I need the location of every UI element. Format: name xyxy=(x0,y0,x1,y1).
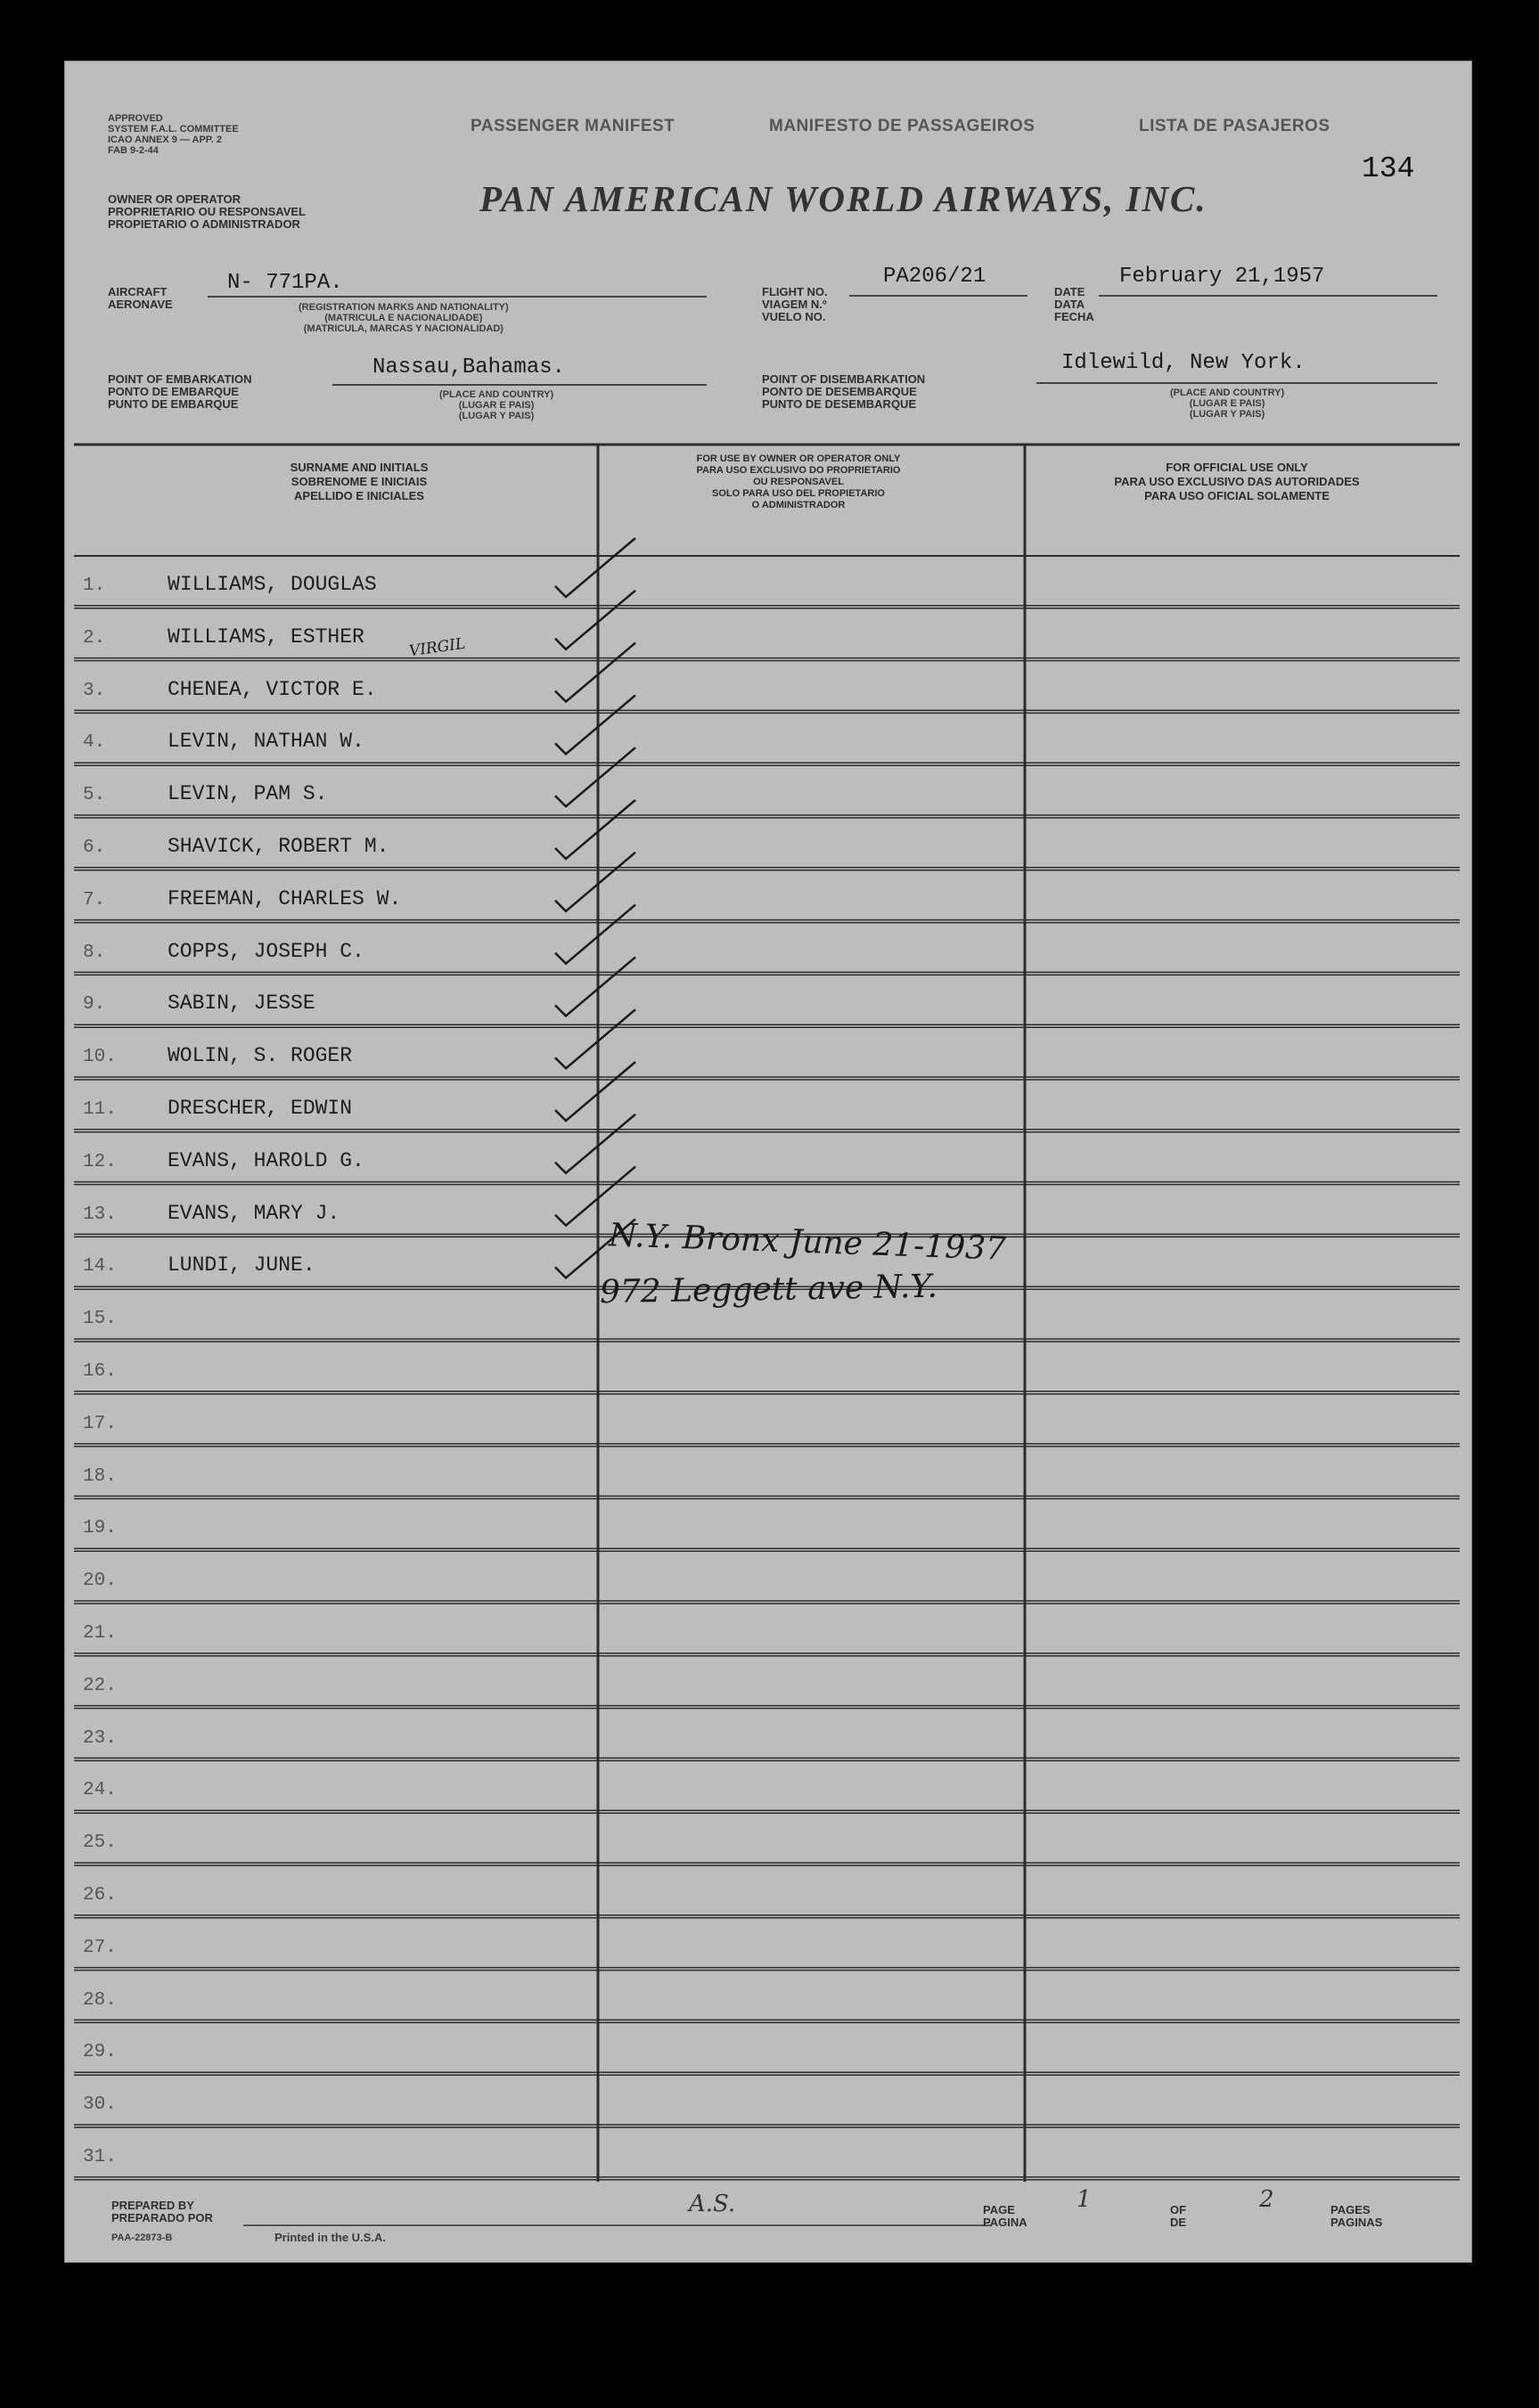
passenger-name: WILLIAMS, DOUGLAS xyxy=(168,573,377,596)
passenger-name: LEVIN, NATHAN W. xyxy=(168,730,364,754)
row-number: 2. xyxy=(83,627,106,649)
manifest-page xyxy=(64,61,1472,2263)
row-number: 4. xyxy=(83,732,106,754)
column-header-line: PARA USO EXCLUSIVO DAS AUTORIDADES xyxy=(1114,475,1360,488)
title-spanish: LISTA DE PASAJEROS xyxy=(1139,117,1330,135)
disembarkation-label-es: PUNTO DE DESEMBARQUE xyxy=(762,397,917,411)
row-number: 11. xyxy=(83,1099,117,1120)
checkmark-icon xyxy=(555,853,635,911)
row-number: 16. xyxy=(83,1361,117,1382)
row-number: 13. xyxy=(83,1204,117,1225)
passenger-name: WILLIAMS, ESTHER xyxy=(168,624,364,649)
date-label-en: DATE xyxy=(1054,285,1085,298)
row-number: 23. xyxy=(83,1727,117,1749)
flight-label-en: FLIGHT NO. xyxy=(762,285,828,298)
flight-value: PA206/21 xyxy=(883,265,986,289)
handwritten-correction: VIRGIL xyxy=(407,634,467,661)
row-number: 3. xyxy=(83,680,106,701)
row-number: 25. xyxy=(83,1833,117,1854)
date-label-es: FECHA xyxy=(1054,310,1094,323)
checkmark-icon xyxy=(555,1062,635,1121)
row-number: 31. xyxy=(83,2147,117,2167)
row-number: 15. xyxy=(83,1309,117,1330)
title-english: PASSENGER MANIFEST xyxy=(471,117,675,135)
checkmark-icon xyxy=(555,695,635,754)
page-label-en: PAGE xyxy=(983,2203,1015,2216)
embarkation-label-es: PUNTO DE EMBARQUE xyxy=(108,397,239,411)
passenger-name: EVANS, HAROLD G. xyxy=(168,1148,364,1172)
row-number: 5. xyxy=(83,785,106,806)
disembarkation-sub: (PLACE AND COUNTRY) xyxy=(1170,388,1285,398)
page-value: 1 xyxy=(1076,2186,1092,2213)
row-number: 18. xyxy=(83,1465,117,1487)
column-header-line: OU RESPONSAVEL xyxy=(753,477,844,487)
embarkation-sub: (LUGAR E PAIS) xyxy=(458,400,535,411)
embarkation-sub: (LUGAR Y PAIS) xyxy=(458,411,535,421)
column-header-line: SOBRENOME E INICIAIS xyxy=(291,475,428,488)
of-label-pt: DE xyxy=(1170,2216,1187,2229)
passenger-name: CHENEA, VICTOR E. xyxy=(168,677,377,701)
column-header-line: O ADMINISTRADOR xyxy=(751,500,846,510)
date-label-pt: DATA xyxy=(1054,298,1085,311)
approval-line: ICAO ANNEX 9 — APP. 2 xyxy=(108,135,222,145)
row-number: 27. xyxy=(83,1937,117,1958)
disembarkation-sub: (LUGAR E PAIS) xyxy=(1189,398,1265,409)
embarkation-label-en: POINT OF EMBARKATION xyxy=(108,372,252,386)
row-number: 1. xyxy=(83,575,106,596)
page-label xyxy=(983,2204,1027,2229)
owner-label-line: PROPIETARIO O ADMINISTRADOR xyxy=(108,217,300,231)
aircraft-label-pt: AERONAVE xyxy=(108,298,173,311)
handwritten-note-line2: 972 Leggett ave N.Y. xyxy=(599,1268,938,1311)
row-number: 14. xyxy=(83,1256,117,1277)
row-number: 7. xyxy=(83,889,106,910)
row-number: 8. xyxy=(83,942,106,963)
checkmark-icon xyxy=(555,1009,635,1068)
pages-label-es: PAGINAS xyxy=(1330,2216,1383,2229)
checkmarks-layer xyxy=(65,61,1471,2262)
aircraft-value: N- 771PA. xyxy=(227,271,343,295)
passenger-name: EVANS, MARY J. xyxy=(168,1201,340,1225)
handwritten-note-line1: N.Y. Bronx June 21-1937 xyxy=(608,1217,1007,1268)
checkmark-icon xyxy=(555,800,635,859)
prepared-label-en: PREPARED BY xyxy=(111,2199,194,2212)
company-name: PAN AMERICAN WORLD AIRWAYS, INC. xyxy=(479,178,1207,219)
column-header-line: FOR USE BY OWNER OR OPERATOR ONLY xyxy=(696,453,901,464)
checkmark-icon xyxy=(555,1114,635,1173)
column-header-line: SOLO PARA USO DEL PROPIETARIO xyxy=(712,488,885,499)
column-header-line: PARA USO OFICIAL SOLAMENTE xyxy=(1144,489,1330,502)
approval-line: APPROVED xyxy=(108,113,163,124)
prepared-underline xyxy=(243,2224,992,2226)
prepared-label-es: PREPARADO POR xyxy=(111,2211,213,2224)
of-label xyxy=(1170,2204,1186,2229)
aircraft-sub: (REGISTRATION MARKS AND NATIONALITY) xyxy=(299,302,509,313)
column-header-line: FOR OFFICIAL USE ONLY xyxy=(1166,461,1308,474)
page-label-es: PAGINA xyxy=(983,2216,1027,2229)
passenger-name: SHAVICK, ROBERT M. xyxy=(168,835,389,858)
row-number: 10. xyxy=(83,1047,117,1068)
checkmark-icon xyxy=(555,957,635,1016)
approval-line: SYSTEM F.A.L. COMMITTEE xyxy=(108,124,239,135)
disembarkation-value: Idlewild, New York. xyxy=(1061,351,1306,375)
page-number: 134 xyxy=(1362,152,1415,185)
prepared-by-label xyxy=(111,2200,213,2224)
page-total-value: 2 xyxy=(1259,2186,1274,2213)
checkmark-icon xyxy=(555,747,635,806)
form-code: PAA-22873-B xyxy=(111,2233,173,2243)
owner-label-line: OWNER OR OPERATOR xyxy=(108,192,241,206)
row-number: 29. xyxy=(83,2042,117,2063)
passenger-name: LUNDI, JUNE. xyxy=(168,1253,315,1277)
checkmark-icon xyxy=(555,591,635,649)
passenger-name: COPPS, JOSEPH C. xyxy=(168,939,364,963)
row-number: 9. xyxy=(83,994,106,1016)
owner-label-line: PROPRIETARIO OU RESPONSAVEL xyxy=(108,205,306,218)
disembarkation-sub: (LUGAR Y PAIS) xyxy=(1189,409,1265,420)
column-header-line: APELLIDO E INICIALES xyxy=(294,489,424,502)
passenger-name: WOLIN, S. ROGER xyxy=(168,1044,353,1068)
embarkation-sub: (PLACE AND COUNTRY) xyxy=(439,389,554,400)
row-number: 30. xyxy=(83,2094,117,2116)
row-number: 12. xyxy=(83,1151,117,1172)
approval-line: FAB 9-2-44 xyxy=(108,145,159,156)
flight-label-pt: VIAGEM N.º xyxy=(762,298,827,311)
passenger-name: DRESCHER, EDWIN xyxy=(168,1097,353,1120)
flight-label-es: VUELO NO. xyxy=(762,310,826,323)
of-label-en: OF xyxy=(1170,2203,1187,2216)
row-number: 20. xyxy=(83,1571,117,1592)
row-number: 22. xyxy=(83,1675,117,1696)
aircraft-label-en: AIRCRAFT xyxy=(108,285,168,298)
embarkation-value: Nassau,Bahamas. xyxy=(372,355,566,380)
title-portuguese: MANIFESTO DE PASSAGEIROS xyxy=(769,117,1036,135)
pages-label-en: PAGES xyxy=(1330,2203,1371,2216)
passenger-name: LEVIN, PAM S. xyxy=(168,782,328,806)
row-number: 17. xyxy=(83,1413,117,1434)
date-value: February 21,1957 xyxy=(1119,265,1325,289)
checkmark-icon xyxy=(555,538,635,597)
embarkation-label-pt: PONTO DE EMBARQUE xyxy=(108,385,240,398)
row-number: 24. xyxy=(83,1780,117,1801)
aircraft-sub: (MATRICULA, MARCAS Y NACIONALIDAD) xyxy=(303,323,503,334)
pages-label xyxy=(1330,2204,1382,2229)
row-number: 26. xyxy=(83,1885,117,1906)
passenger-name: FREEMAN, CHARLES W. xyxy=(168,886,402,910)
row-number: 21. xyxy=(83,1623,117,1644)
column-header-line: PARA USO EXCLUSIVO DO PROPRIETARIO xyxy=(696,465,901,476)
row-number: 28. xyxy=(83,1989,117,2011)
aircraft-sub: (MATRICULA E NACIONALIDADE) xyxy=(324,313,483,323)
row-number: 6. xyxy=(83,837,106,858)
column-header-line: SURNAME AND INITIALS xyxy=(290,461,429,474)
row-number: 19. xyxy=(83,1518,117,1539)
checkmark-icon xyxy=(555,1167,635,1226)
disembarkation-label-pt: PONTO DE DESEMBARQUE xyxy=(762,385,917,398)
checkmark-icon xyxy=(555,905,635,964)
printed-in: Printed in the U.S.A. xyxy=(274,2231,386,2244)
prepared-by-value: A.S. xyxy=(689,2191,736,2217)
passenger-name: SABIN, JESSE xyxy=(168,992,315,1016)
disembarkation-label-en: POINT OF DISEMBARKATION xyxy=(762,372,926,386)
checkmark-icon xyxy=(555,643,635,702)
